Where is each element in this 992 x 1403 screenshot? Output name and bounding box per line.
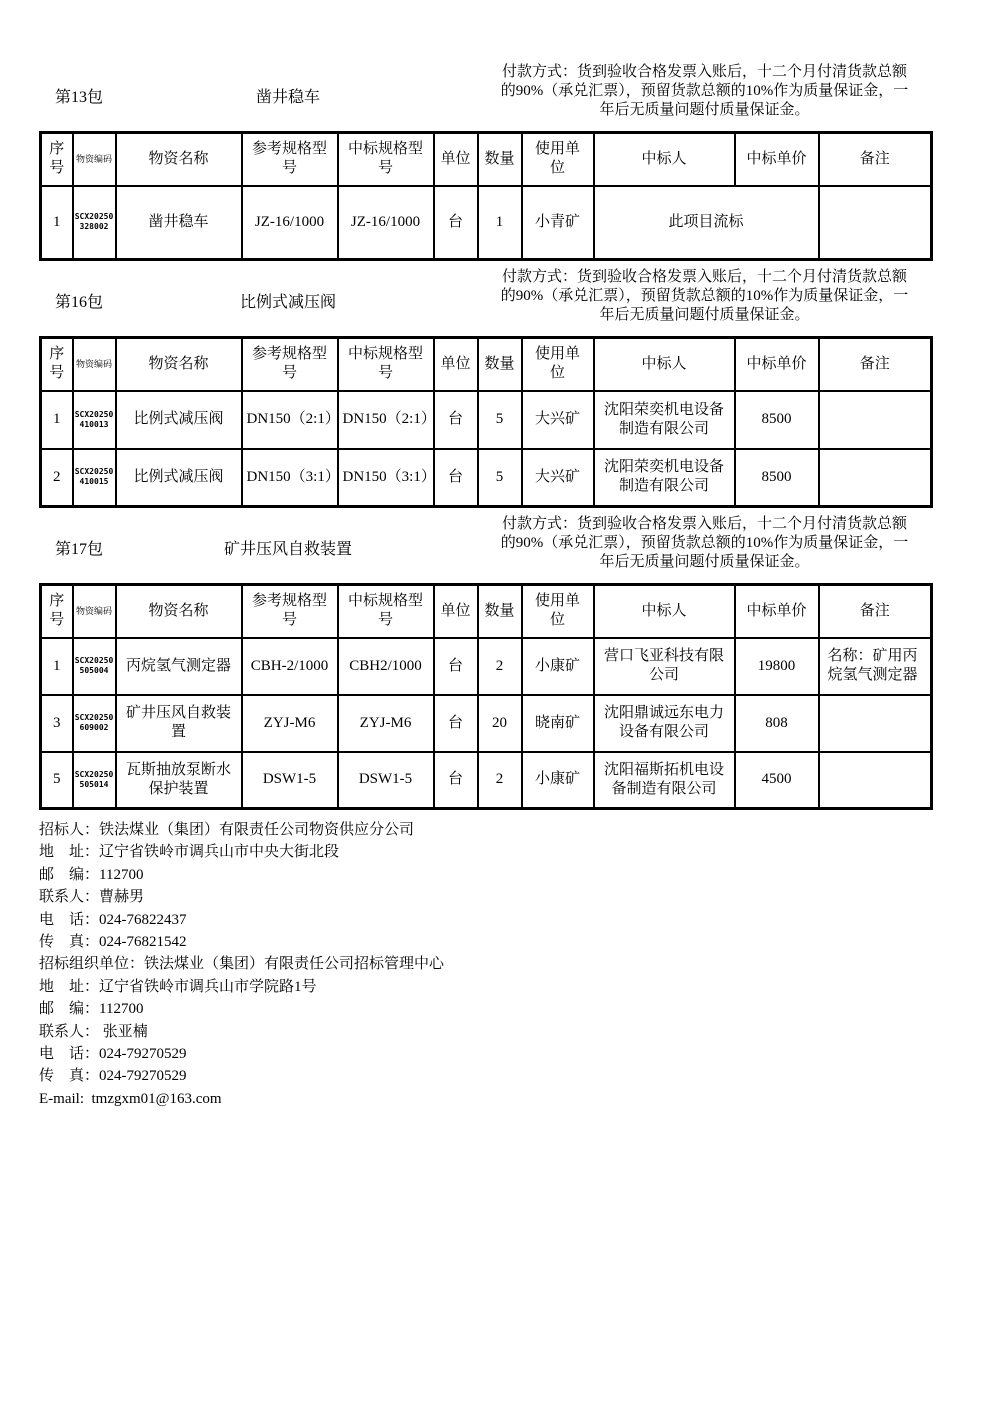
contact-line-postcode: 邮 编：112700 [39, 1001, 144, 1018]
col-header-unit-price: 中标单价 [735, 133, 819, 186]
contact-line-phone: 电 话：024-79270529 [39, 1046, 187, 1063]
cell-winner: 沈阳福斯拓机电设备制造有限公司 [594, 752, 735, 809]
cell-qty: 2 [478, 752, 522, 809]
cell-remark [819, 391, 932, 449]
cell-name: 比例式减压阀 [116, 449, 242, 507]
contact-info [39, 819, 992, 1110]
cell-ref-spec: ZYJ-M6 [242, 695, 338, 752]
cell-ref-spec: JZ-16/1000 [242, 186, 338, 260]
contact-line-address: 地 址：辽宁省铁岭市调兵山市中央大街北段 [39, 844, 340, 861]
bid-results-table-pkg17 [39, 583, 933, 810]
cell-user-unit: 小康矿 [522, 638, 594, 695]
cell-failed-bid-result: 此项目流标 [594, 186, 819, 260]
cell-qty: 5 [478, 449, 522, 507]
table-header-row [41, 338, 932, 391]
cell-winner: 沈阳荣奕机电设备制造有限公司 [594, 391, 735, 449]
package-heading [39, 268, 479, 325]
bid-results-table-pkg13 [39, 131, 933, 261]
col-header-remark: 备注 [819, 338, 932, 391]
col-header-remark: 备注 [819, 585, 932, 638]
cell-unit: 台 [434, 186, 478, 260]
payment-terms-note [479, 268, 930, 325]
cell-name: 丙烷氢气测定器 [116, 638, 242, 695]
col-header-code: 物资编码 [73, 585, 116, 638]
package-title: 矿井压风自救装置 [223, 541, 352, 558]
col-header-ref-spec: 参考规格型号 [242, 338, 338, 391]
cell-qty: 2 [478, 638, 522, 695]
cell-bid-spec: DSW1-5 [338, 752, 434, 809]
cell-user-unit: 大兴矿 [522, 391, 594, 449]
payment-line: 年后无质量问题付质量保证金。 [599, 554, 810, 570]
col-header-bid-spec: 中标规格型号 [338, 133, 434, 186]
payment-line: 付款方式：货到验收合格发票入账后，十二个月付清货款总额 [501, 64, 907, 80]
cell-seq: 5 [41, 752, 73, 809]
payment-line: 的90%（承兑汇票），预留货款总额的10%作为质量保证金，一 [500, 83, 909, 99]
package-heading [39, 63, 479, 120]
col-header-bid-spec: 中标规格型号 [338, 585, 434, 638]
col-header-unit-price: 中标单价 [735, 338, 819, 391]
cell-code: SCX20250410015 [73, 449, 116, 507]
payment-line: 的90%（承兑汇票），预留货款总额的10%作为质量保证金，一 [500, 535, 909, 551]
cell-remark: 名称：矿用丙烷氢气测定器 [819, 638, 932, 695]
bid-results-table-pkg16 [39, 336, 933, 508]
payment-line: 的90%（承兑汇票），预留货款总额的10%作为质量保证金，一 [500, 288, 909, 304]
col-header-seq: 序号 [41, 338, 73, 391]
col-header-bid-spec: 中标规格型号 [338, 338, 434, 391]
contact-line-address: 地 址：辽宁省铁岭市调兵山市学院路1号 [39, 978, 317, 995]
payment-terms-note [479, 515, 930, 572]
cell-ref-spec: DN150（2:1） [242, 391, 338, 449]
col-header-user-unit: 使用单位 [522, 585, 594, 638]
contact-line-contact-person: 联系人：曹赫男 [39, 889, 145, 906]
col-header-unit: 单位 [434, 338, 478, 391]
contact-line-fax: 传 真：024-79270529 [39, 1068, 187, 1085]
package-number: 第17包 [55, 541, 104, 558]
cell-seq: 1 [41, 186, 73, 260]
cell-unit: 台 [434, 638, 478, 695]
cell-qty: 1 [478, 186, 522, 260]
contact-line-tenderer: 招标人：铁法煤业（集团）有限责任公司物资供应分公司 [39, 822, 415, 838]
contact-line-email: E-mail: tmzgxm01@163.com [39, 1090, 222, 1107]
package-number: 第13包 [55, 89, 104, 106]
cell-bid-spec: DN150（3:1） [338, 449, 434, 507]
cell-seq: 1 [41, 391, 73, 449]
cell-remark [819, 449, 932, 507]
cell-seq: 2 [41, 449, 73, 507]
cell-unit-price: 8500 [735, 391, 819, 449]
package-number: 第16包 [55, 294, 104, 311]
payment-line: 付款方式：货到验收合格发票入账后，十二个月付清货款总额 [501, 269, 907, 285]
col-header-qty: 数量 [478, 338, 522, 391]
cell-ref-spec: CBH-2/1000 [242, 638, 338, 695]
section-head-pkg16 [39, 268, 930, 325]
cell-code: SCX20250328002 [73, 186, 116, 260]
cell-user-unit: 大兴矿 [522, 449, 594, 507]
col-header-winner: 中标人 [594, 338, 735, 391]
table-header-row [41, 585, 932, 638]
cell-user-unit: 小康矿 [522, 752, 594, 809]
cell-name: 瓦斯抽放泵断水保护装置 [116, 752, 242, 809]
cell-unit-price: 19800 [735, 638, 819, 695]
col-header-winner: 中标人 [594, 133, 735, 186]
col-header-code: 物资编码 [73, 133, 116, 186]
col-header-unit: 单位 [434, 585, 478, 638]
col-header-seq: 序号 [41, 133, 73, 186]
col-header-unit: 单位 [434, 133, 478, 186]
cell-winner: 沈阳鼎诚远东电力设备有限公司 [594, 695, 735, 752]
cell-ref-spec: DSW1-5 [242, 752, 338, 809]
table-row [41, 695, 932, 752]
col-header-seq: 序号 [41, 585, 73, 638]
cell-winner: 沈阳荣奕机电设备制造有限公司 [594, 449, 735, 507]
cell-bid-spec: JZ-16/1000 [338, 186, 434, 260]
cell-unit: 台 [434, 391, 478, 449]
cell-code: SCX20250410013 [73, 391, 116, 449]
table-row [41, 752, 932, 809]
payment-terms-note [479, 63, 930, 120]
contact-line-postcode: 邮 编：112700 [39, 866, 144, 883]
contact-line-organizer: 招标组织单位：铁法煤业（集团）有限责任公司招标管理中心 [39, 956, 445, 973]
table-row [41, 638, 932, 695]
cell-remark [819, 695, 932, 752]
cell-code: SCX20250505004 [73, 638, 116, 695]
cell-code: SCX20250505014 [73, 752, 116, 809]
contact-line-phone: 电 话：024-76822437 [39, 911, 187, 928]
col-header-remark: 备注 [819, 133, 932, 186]
cell-name: 凿井稳车 [116, 186, 242, 260]
payment-line: 年后无质量问题付质量保证金。 [599, 307, 810, 323]
cell-remark [819, 186, 932, 260]
col-header-winner: 中标人 [594, 585, 735, 638]
col-header-user-unit: 使用单位 [522, 338, 594, 391]
cell-seq: 1 [41, 638, 73, 695]
cell-name: 矿井压风自救装置 [116, 695, 242, 752]
cell-seq: 3 [41, 695, 73, 752]
cell-user-unit: 晓南矿 [522, 695, 594, 752]
col-header-name: 物资名称 [116, 585, 242, 638]
cell-unit-price: 808 [735, 695, 819, 752]
col-header-qty: 数量 [478, 585, 522, 638]
payment-line: 年后无质量问题付质量保证金。 [599, 102, 810, 118]
cell-qty: 5 [478, 391, 522, 449]
col-header-qty: 数量 [478, 133, 522, 186]
cell-qty: 20 [478, 695, 522, 752]
col-header-ref-spec: 参考规格型号 [242, 133, 338, 186]
cell-bid-spec: CBH2/1000 [338, 638, 434, 695]
package-title: 比例式减压阀 [239, 294, 336, 311]
table-row [41, 186, 932, 260]
col-header-name: 物资名称 [116, 338, 242, 391]
contact-line-contact-person: 联系人： 张亚楠 [39, 1023, 148, 1040]
cell-unit-price: 4500 [735, 752, 819, 809]
cell-unit: 台 [434, 695, 478, 752]
col-header-user-unit: 使用单位 [522, 133, 594, 186]
section-head-pkg13 [39, 63, 930, 120]
cell-unit-price: 8500 [735, 449, 819, 507]
cell-unit: 台 [434, 449, 478, 507]
cell-remark [819, 752, 932, 809]
table-row [41, 449, 932, 507]
section-head-pkg17 [39, 515, 930, 572]
col-header-code: 物资编码 [73, 338, 116, 391]
cell-user-unit: 小青矿 [522, 186, 594, 260]
contact-line-fax: 传 真：024-76821542 [39, 934, 187, 951]
package-title: 凿井稳车 [255, 89, 320, 106]
cell-ref-spec: DN150（3:1） [242, 449, 338, 507]
cell-unit: 台 [434, 752, 478, 809]
table-header-row [41, 133, 932, 186]
cell-code: SCX20250609002 [73, 695, 116, 752]
col-header-unit-price: 中标单价 [735, 585, 819, 638]
col-header-ref-spec: 参考规格型号 [242, 585, 338, 638]
payment-line: 付款方式：货到验收合格发票入账后，十二个月付清货款总额 [501, 516, 907, 532]
cell-winner: 营口飞亚科技有限公司 [594, 638, 735, 695]
cell-name: 比例式减压阀 [116, 391, 242, 449]
cell-bid-spec: ZYJ-M6 [338, 695, 434, 752]
package-heading [39, 515, 479, 572]
table-row [41, 391, 932, 449]
cell-bid-spec: DN150（2:1） [338, 391, 434, 449]
col-header-name: 物资名称 [116, 133, 242, 186]
